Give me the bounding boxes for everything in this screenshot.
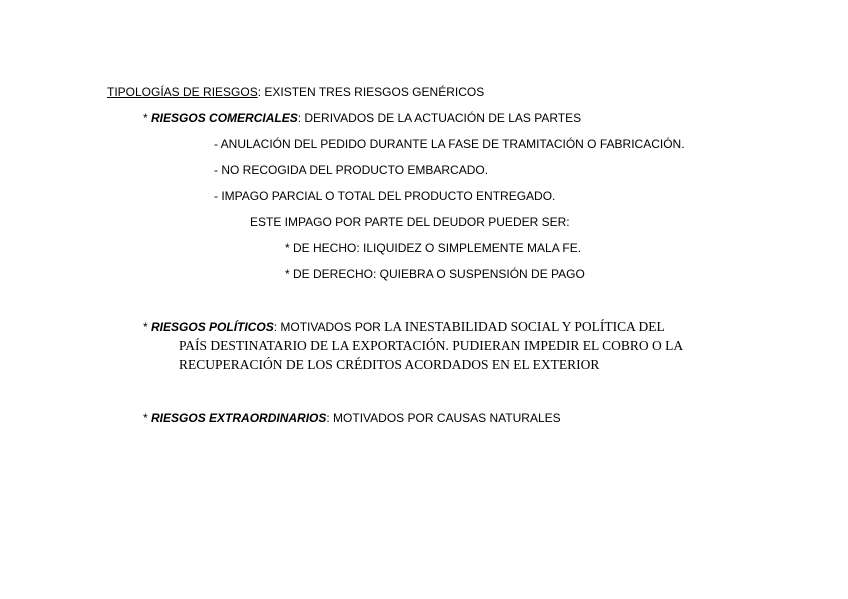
extraordinarios-title: RIESGOS EXTRAORDINARIOS <box>151 411 327 425</box>
politicos-bullet: * <box>143 320 152 334</box>
heading-text: : EXISTEN TRES RIESGOS GENÉRICOS <box>257 85 485 99</box>
comerciales-text: : DERIVADOS DE LA ACTUACIÓN DE LAS PARTES <box>297 111 582 125</box>
extraordinarios-bullet: * <box>143 411 152 425</box>
comerciales-item: - NO RECOGIDA DEL PRODUCTO EMBARCADO. <box>214 163 489 177</box>
politicos-line <box>143 320 665 334</box>
heading-label: TIPOLOGÍAS DE RIESGOS <box>107 85 258 99</box>
heading-line <box>107 85 484 99</box>
comerciales-bullet: * <box>143 111 152 125</box>
comerciales-title: RIESGOS COMERCIALES <box>151 111 298 125</box>
politicos-text-sans: : MOTIVADOS POR <box>273 320 385 334</box>
impago-intro: ESTE IMPAGO POR PARTE DEL DEUDOR PUEDER SER: <box>250 215 570 229</box>
comerciales-item: - ANULACIÓN DEL PEDIDO DURANTE LA FASE DE TRAMITACIÓN O FABRICACIÓN. <box>214 137 685 151</box>
politicos-line-3: RECUPERACIÓN DE LOS CRÉDITOS ACORDADOS EN EL EXTERIOR <box>179 357 600 372</box>
extraordinarios-line <box>143 411 561 425</box>
politicos-line-2: PAÍS DESTINATARIO DE LA EXPORTACIÓN. PUDIERAN IMPEDIR EL COBRO O LA <box>179 338 684 353</box>
extraordinarios-text: : MOTIVADOS POR CAUSAS NATURALES <box>326 411 561 425</box>
politicos-title: RIESGOS POLÍTICOS <box>151 320 274 334</box>
comerciales-item: - IMPAGO PARCIAL O TOTAL DEL PRODUCTO ENTREGADO. <box>214 189 556 203</box>
politicos-text-serif: LA INESTABILIDAD SOCIAL Y POLÍTICA DEL <box>384 319 665 334</box>
impago-item: * DE HECHO: ILIQUIDEZ O SIMPLEMENTE MALA FE. <box>285 241 582 255</box>
impago-item: * DE DERECHO: QUIEBRA O SUSPENSIÓN DE PAGO <box>285 267 585 281</box>
comerciales-line <box>143 111 581 125</box>
